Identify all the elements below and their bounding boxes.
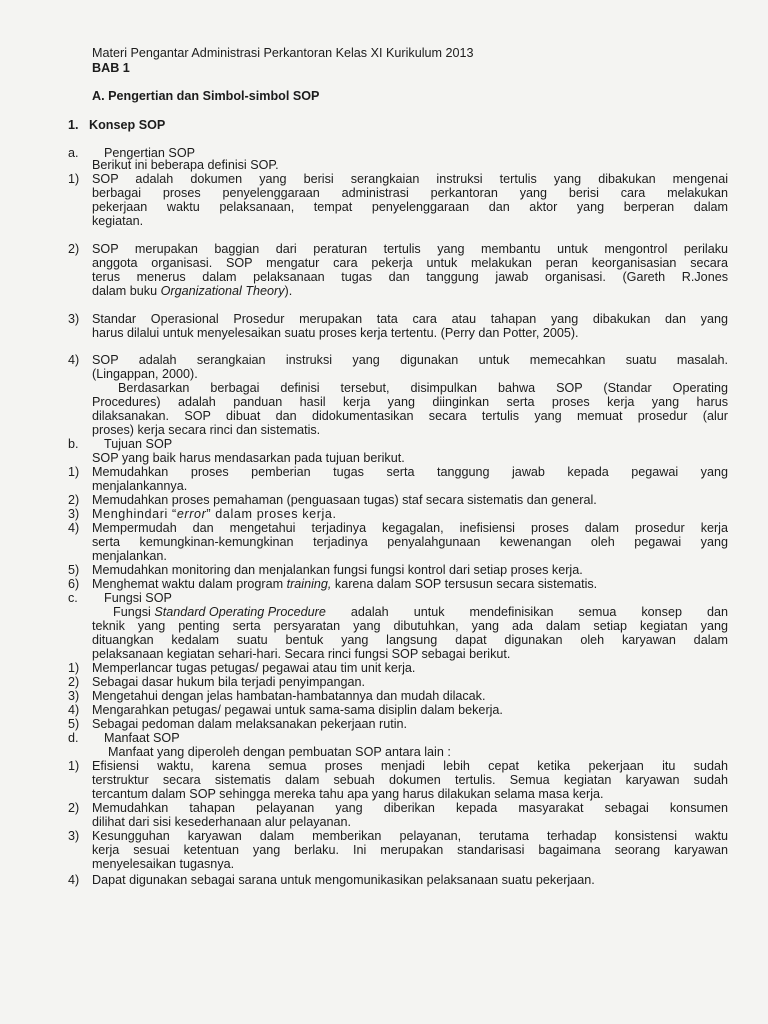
list-item-line: SOP adalah serangkaian instruksi yang digunakan untuk memecahkan suatu masalah. (92, 353, 728, 367)
list-item-line: menjalankan. (92, 549, 167, 563)
list-item-line: Kesungguhan karyawan dalam memberikan pelayanan, terutama terhadap konsistensi waktu (92, 829, 728, 843)
list-number: 2) (68, 675, 80, 689)
list-number: 3) (68, 507, 80, 521)
subsection-b-intro: SOP yang baik harus mendasarkan pada tujuan berikut. (92, 451, 405, 465)
list-number: 4) (68, 873, 80, 887)
list-item-line (92, 507, 728, 521)
chapter-title: BAB 1 (92, 61, 130, 75)
list-number: 2) (68, 242, 80, 256)
text-run: error (176, 507, 207, 521)
list-number: 1) (68, 172, 80, 186)
paragraph-line: teknik yang penting serta persyaratan yang dibutuhkan, yang ada dalam setiap kegiatan yang (92, 619, 728, 633)
conclusion-line: Berdasarkan berbagai definisi tersebut, disimpulkan bahwa SOP (Standar Operating (118, 381, 728, 395)
text-run: ). (284, 284, 293, 298)
text-run: dalam buku (92, 284, 161, 298)
list-item-line: Standar Operasional Prosedur merupakan tata cara atau tahapan yang dibakukan dan yang (92, 312, 728, 326)
list-item-line: pekerjaan waktu pelaksanaan, tempat penyelenggaraan dan aktor yang berperan dalam (92, 200, 728, 214)
list-number: 3) (68, 689, 80, 703)
list-item-line: Mengarahkan petugas/ pegawai untuk sama-sama disiplin dalam bekerja. (92, 703, 503, 717)
text-run: Menghindari “ (92, 507, 177, 521)
text-run: training, (286, 577, 332, 591)
concept-number: 1. (68, 118, 79, 132)
list-item-line: kerja sesuai ketentuan yang berlaku. Ini merupakan standarisasi bagaimana seorang karyawan (92, 843, 728, 857)
conclusion-line: proses) kerja secara rinci dan sistematis. (92, 423, 321, 437)
list-item-line: menyelesaikan tugasnya. (92, 857, 235, 871)
list-item-line: Memudahkan proses pemberian tugas serta tanggung jawab kepada pegawai yang (92, 465, 728, 479)
list-number: 2) (68, 801, 80, 815)
list-number: 1) (68, 661, 80, 675)
list-number: 6) (68, 577, 80, 591)
list-item-line: Sebagai pedoman dalam melaksanakan pekerjaan rutin. (92, 717, 408, 731)
list-item-line: (Lingappan, 2000). (92, 367, 198, 381)
subsection-d-intro: Manfaat yang diperoleh dengan pembuatan SOP antara lain : (108, 745, 451, 759)
list-number: 4) (68, 521, 80, 535)
list-item-line: kegiatan. (92, 214, 144, 228)
list-number: 5) (68, 563, 80, 577)
concept-heading-text: Konsep SOP (89, 118, 166, 132)
subsection-b-title: Tujuan SOP (104, 437, 173, 451)
list-item-line: dilihat dari sisi kesederhanaan alur pelayanan. (92, 815, 352, 829)
subsection-a-marker: a. (68, 146, 79, 160)
book-title: Organizational Theory (160, 284, 285, 298)
paragraph-line: pelaksanaan kegiatan sehari-hari. Secara rinci fungsi SOP sebagai berikut. (92, 647, 511, 661)
subsection-a-title: Pengertian SOP (104, 146, 196, 160)
list-item-line (92, 284, 728, 298)
text-run: ” dalam proses kerja. (206, 507, 337, 521)
list-item-line: SOP merupakan baggian dari peraturan tertulis yang membantu untuk mengontrol perilaku (92, 242, 728, 256)
list-number: 3) (68, 829, 80, 843)
list-item-line: Mempermudah dan mengetahui terjadinya kegagalan, inefisiensi proses dalam prosedur kerja (92, 521, 728, 535)
list-item-line: berbagai proses penyelenggaraan administrasi perkantoran yang berisi cara melakukan (92, 186, 728, 200)
list-item-line: Memudahkan tahapan pelayanan yang diberikan kepada masyarakat sebagai konsumen (92, 801, 728, 815)
list-number: 1) (68, 759, 80, 773)
text-run: karena dalam SOP tersusun secara sistematis. (331, 577, 598, 591)
conclusion-line: Procedures) adalah panduan hasil kerja yang diinginkan serta proses kerja yang harus (92, 395, 728, 409)
list-number: 4) (68, 353, 80, 367)
list-item-line: SOP adalah dokumen yang berisi serangkaian instruksi tertulis yang dibakukan mengenai (92, 172, 728, 186)
list-item-line (92, 577, 728, 591)
list-item-line: Dapat digunakan sebagai sarana untuk mengomunikasikan pelaksanaan suatu pekerjaan. (92, 873, 595, 887)
list-item-line: Memudahkan monitoring dan menjalankan fungsi fungsi kontrol dari setiap proses kerja. (92, 563, 583, 577)
paragraph-line (113, 605, 728, 619)
section-title: A. Pengertian dan Simbol-simbol SOP (92, 89, 320, 103)
course-title: Materi Pengantar Administrasi Perkantoran Kelas XI Kurikulum 2013 (92, 46, 474, 60)
subsection-b-marker: b. (68, 437, 79, 451)
list-item-line: anggota organisasi. SOP mengatur cara pekerja untuk melakukan peran keorganisasian secara (92, 256, 728, 270)
list-number: 4) (68, 703, 80, 717)
text-run: Fungsi (113, 605, 155, 619)
text-run: Standard Operating Procedure (154, 605, 326, 619)
list-number: 3) (68, 312, 80, 326)
concept-heading (68, 118, 704, 132)
paragraph-line: dituangkan kedalam suatu bentuk yang langsung dapat digunakan oleh karyawan dalam (92, 633, 728, 647)
list-item-line: Mengetahui dengan jelas hambatan-hambatannya dan mudah dilacak. (92, 689, 486, 703)
list-item-line: terus menerus dalam pelaksanaan tugas dan tanggung jawab organisasi. (Gareth R.Jones (92, 270, 728, 284)
list-number: 1) (68, 465, 80, 479)
list-item-line: tercantum dalam SOP sehingga mereka tahu apa yang harus dilakukan selama masa kerja. (92, 787, 604, 801)
subsection-d-title: Manfaat SOP (104, 731, 180, 745)
subsection-c-marker: c. (68, 591, 78, 605)
list-item-line: menjalankannya. (92, 479, 188, 493)
list-item-line: serta kemungkinan-kemungkinan terjadinya penyalahgunaan kewenangan oleh pegawai yang (92, 535, 728, 549)
subsection-a-intro: Berikut ini beberapa definisi SOP. (92, 158, 279, 172)
list-item-line: harus dilalui untuk menyelesaikan suatu proses kerja tertentu. (Perry dan Potter, 2005). (92, 326, 579, 340)
subsection-c-title: Fungsi SOP (104, 591, 172, 605)
subsection-d-marker: d. (68, 731, 79, 745)
list-item-line: Memperlancar tugas petugas/ pegawai atau tim unit kerja. (92, 661, 416, 675)
list-item-line: terstruktur secara sistematis dalam sebuah dokumen tertulis. Semua kegiatan karyawan sudah (92, 773, 728, 787)
list-number: 2) (68, 493, 80, 507)
text-run: Menghemat waktu dalam program (92, 577, 287, 591)
conclusion-line: dilaksanakan. SOP dibuat dan didokumentasikan secara tertulis yang memuat prosedur (alur (92, 409, 728, 423)
list-item-line: Memudahkan proses pemahaman (penguasaan tugas) staf secara sistematis dan general. (92, 493, 597, 507)
list-number: 5) (68, 717, 80, 731)
text-run: adalah untuk mendefinisikan semua konsep dan (325, 605, 728, 619)
list-item-line: Efisiensi waktu, karena semua proses menjadi lebih cepat ketika pekerjaan itu sudah (92, 759, 728, 773)
list-item-line: Sebagai dasar hukum bila terjadi penyimpangan. (92, 675, 366, 689)
